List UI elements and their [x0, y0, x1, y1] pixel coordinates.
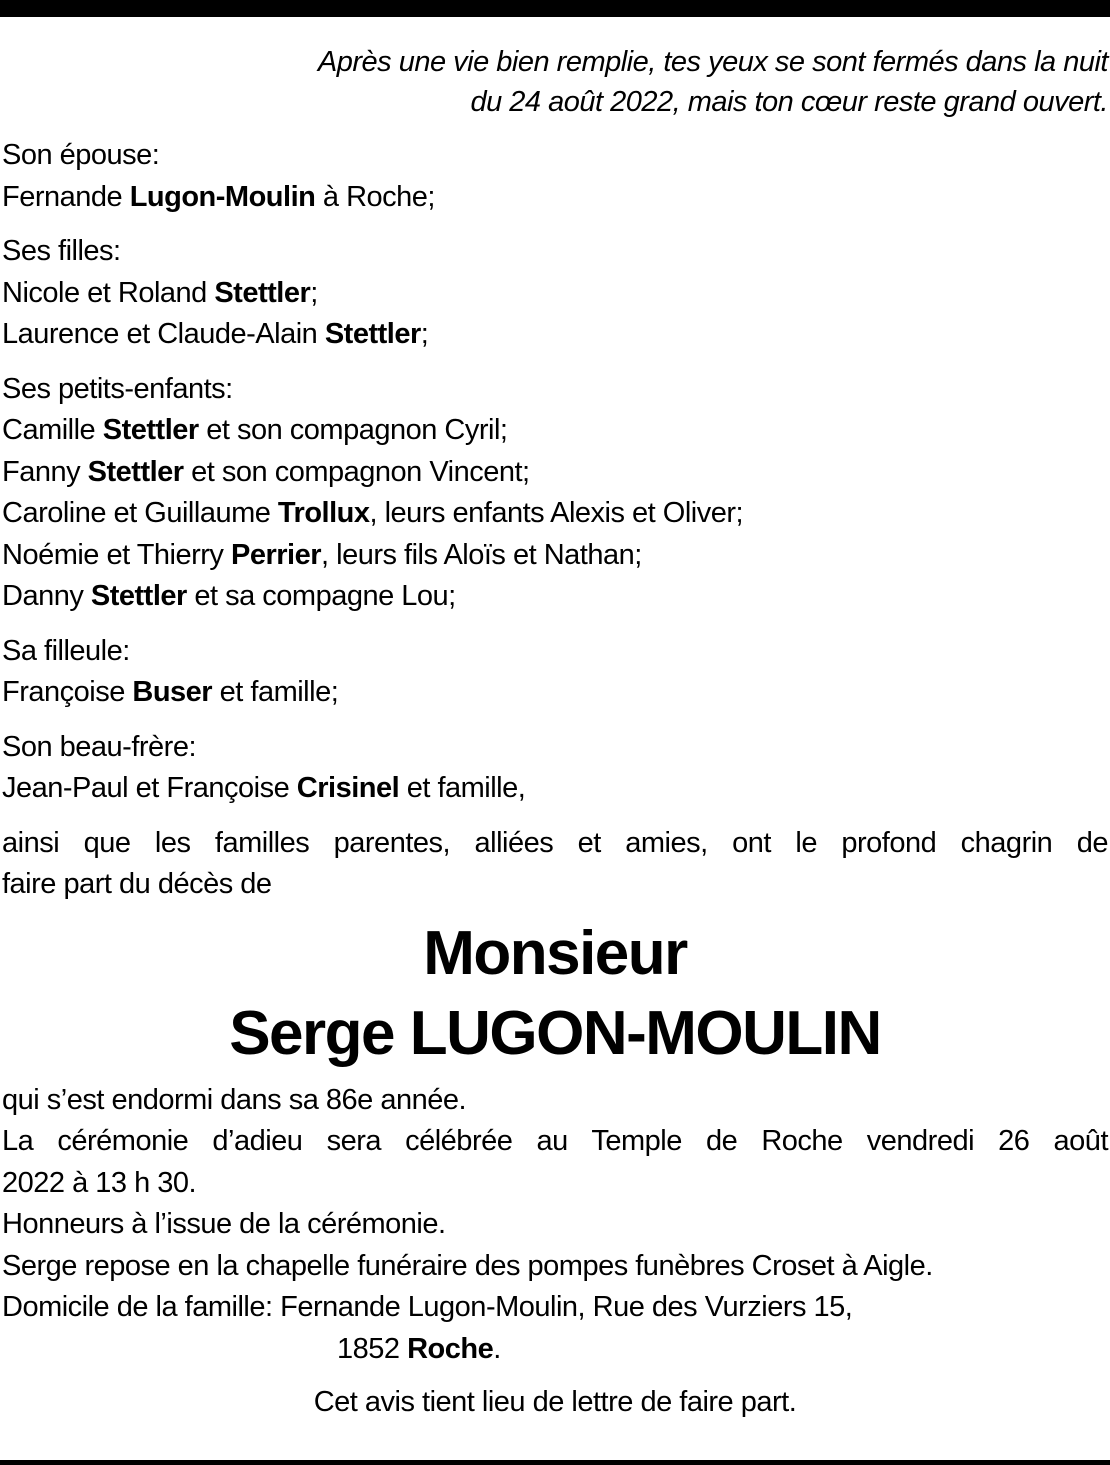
surname: Perrier — [231, 538, 322, 571]
text: à Roche; — [315, 180, 435, 213]
family-member-line — [2, 768, 1108, 810]
text: et son compagnon Cyril; — [198, 414, 508, 446]
text: , leurs fils Aloïs et Nathan; — [321, 538, 642, 571]
family-member-line — [2, 410, 1108, 452]
text: Nicole et Roland — [2, 276, 215, 309]
family-member-line — [2, 535, 1108, 577]
text: Son beau-frère: — [2, 730, 197, 763]
text: Sa filleule: — [2, 634, 130, 667]
text: et sa compagne Lou; — [186, 580, 456, 612]
domicile-town-line — [2, 1329, 1108, 1371]
honours-line: Honneurs à l’issue de la cérémonie. — [2, 1208, 446, 1240]
group-heading — [2, 631, 1108, 673]
family-group-grandchildren — [2, 369, 1108, 618]
top-border — [0, 0, 1110, 17]
surname: Stettler — [214, 276, 311, 309]
group-heading — [2, 727, 1108, 769]
family-member-line — [2, 493, 1108, 535]
group-heading — [2, 369, 1108, 411]
text: ; — [310, 276, 318, 309]
surname: Trollux — [277, 497, 370, 529]
announcement — [2, 823, 1108, 906]
text: Caroline et Guillaume — [2, 497, 278, 529]
epigraph-line: du 24 août 2022, mais ton cœur reste grand ouvert. — [470, 86, 1108, 118]
surname: Stettler — [90, 580, 187, 612]
surname: Stettler — [87, 455, 184, 488]
epigraph-line: Après une vie bien remplie, tes yeux se sont fermés dans la nuit — [317, 46, 1108, 78]
text: et famille, — [399, 772, 526, 804]
text: Fernande — [2, 180, 130, 213]
text: Ses petits-enfants: — [2, 372, 233, 405]
text: Danny — [2, 580, 91, 612]
ceremony-line: 2022 à 13 h 30. — [2, 1166, 197, 1199]
text: Françoise — [2, 676, 133, 708]
deceased-heading — [2, 914, 1108, 1074]
bottom-border — [0, 1460, 1110, 1465]
family-group-daughters — [2, 231, 1108, 356]
text: Camille — [2, 414, 103, 446]
postcode: 1852 — [337, 1332, 408, 1365]
announcement-line: ainsi que les familles parentes, alliées et amies, ont le profond chagrin de — [2, 826, 1108, 859]
family-member-line — [2, 177, 1108, 219]
surname: Crisinel — [296, 772, 400, 804]
details — [2, 1080, 1108, 1371]
family-group-brother-in-law — [2, 727, 1108, 810]
family-member-line — [2, 314, 1108, 356]
age-line: qui s’est endormi dans sa 86e année. — [2, 1083, 467, 1116]
family-member-line — [2, 672, 1108, 714]
family-list — [2, 135, 1108, 810]
text: et famille; — [212, 676, 339, 708]
deceased-title: Monsieur — [423, 918, 687, 988]
group-heading — [2, 135, 1108, 177]
text: Laurence et Claude-Alain — [2, 318, 325, 350]
town: Roche — [407, 1332, 494, 1365]
family-member-line — [2, 273, 1108, 315]
announcement-line: faire part du décès de — [2, 868, 272, 900]
epigraph — [2, 42, 1108, 122]
text: Ses filles: — [2, 235, 121, 267]
text: ; — [420, 318, 429, 350]
domicile-line: Domicile de la famille: Fernande Lugon-Moulin, Rue des Vurziers 15, — [2, 1291, 853, 1323]
rest-line: Serge repose en la chapelle funéraire des pompes funèbres Croset à Aigle. — [2, 1249, 933, 1282]
family-group-spouse — [2, 135, 1108, 218]
text: Son épouse: — [2, 139, 160, 171]
deceased-name: Serge LUGON-MOULIN — [229, 998, 881, 1068]
family-member-line — [2, 452, 1108, 494]
surname: Stettler — [102, 414, 199, 446]
text: Jean-Paul et Françoise — [2, 772, 297, 804]
family-member-line — [2, 576, 1108, 618]
family-group-goddaughter — [2, 631, 1108, 714]
surname: Lugon-Moulin — [129, 180, 316, 213]
text: et son compagnon Vincent; — [183, 455, 530, 488]
town-suffix: . — [493, 1332, 501, 1365]
ceremony-line: La cérémonie d’adieu sera célébrée au Temple de Roche vendredi 26 août — [2, 1125, 1108, 1157]
group-heading — [2, 231, 1108, 273]
text: , leurs enfants Alexis et Oliver; — [369, 497, 744, 529]
obituary — [2, 42, 1108, 1424]
surname: Buser — [132, 676, 213, 708]
closing-line: Cet avis tient lieu de lettre de faire part. — [313, 1386, 797, 1418]
text: Noémie et Thierry — [2, 538, 231, 571]
surname: Stettler — [324, 318, 421, 350]
text: Fanny — [2, 455, 88, 488]
